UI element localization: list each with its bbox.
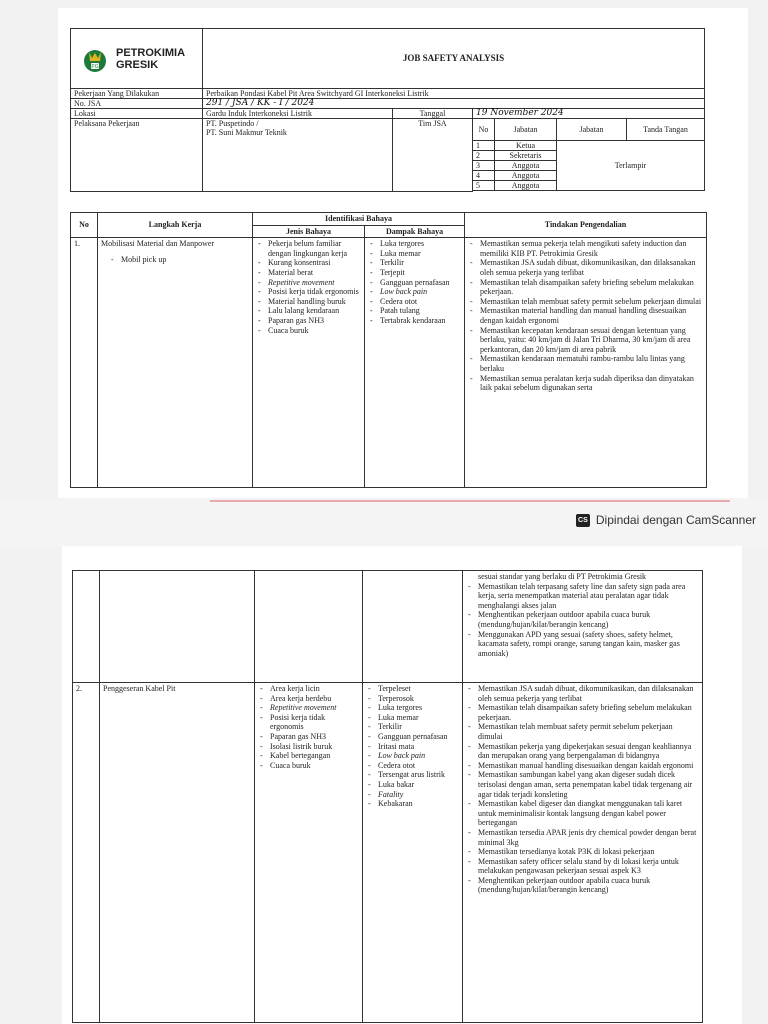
pekerjaan-value: Perbaikan Pondasi Kabel Pit Area Switchyard GI Interkoneksi Listrik	[203, 89, 705, 99]
control-action-item: - Menghentikan pekerjaan outdoor apabila cuaca buruk (mendung/hujan/kilat/berangin kencang)	[466, 876, 699, 895]
row-1-tindakan	[465, 238, 707, 488]
row-1-continued-first: sesuai standar yang berlaku di PT Petrokimia Gresik	[478, 572, 647, 581]
nojsa-value: 291 / JSA / KK - I / 2024	[203, 99, 705, 109]
hazard-impact-item: - Terkilir	[368, 258, 461, 268]
pelaksana-label: Pelaksana Pekerjaan	[71, 119, 203, 192]
control-action-item: - Memastikan kendaraan mematuhi rambu-rambu lalu lintas yang berlaku	[468, 354, 703, 373]
hazard-impact-item: - Tertabrak kendaraan	[368, 316, 461, 326]
control-action-item: - Menghentikan pekerjaan outdoor apabila cuaca buruk (mendung/hujan/kilat/berangin kencang)	[466, 610, 699, 629]
svg-text:PG: PG	[91, 63, 99, 70]
row-2-jenis	[255, 683, 363, 1023]
camscanner-logo-icon: CS	[576, 514, 590, 527]
hazard-type-item: - Cuaca buruk	[258, 761, 359, 771]
row-2-tindakan	[463, 683, 703, 1023]
hazard-impact-item: - Patah tulang	[368, 306, 461, 316]
logo-line-1: PETROKIMIA	[116, 46, 186, 59]
control-action-item: - Memastikan kabel digeser dan diangkat menggunakan tali karet untuk meminimalisir kontak langsung dengan kabel power bertegangan	[466, 799, 699, 828]
team-no-header: No	[473, 119, 495, 141]
lokasi-value: Gardu Induk Interkoneksi Listrik	[203, 109, 393, 119]
control-action-item: - Memastikan manual handling disesuaikan dengan kaidah ergonomi	[466, 761, 699, 771]
camscanner-text: Dipindai dengan CamScanner	[595, 513, 756, 527]
control-action-item: - Memastikan material handling dan manual handling disesuaikan dengan kaidah ergonomi	[468, 306, 703, 325]
row-1-step-sub: - Mobil pick up	[109, 255, 249, 265]
tim-jsa-label: Tim JSA	[393, 119, 473, 192]
hazard-impact-item: - Luka memar	[366, 713, 459, 723]
tanggal-label: Tanggal	[393, 109, 473, 119]
col-identifikasi-header: Identifikasi Bahaya	[253, 213, 465, 226]
hazard-type-item: - Posisi kerja tidak ergonomis	[256, 287, 361, 297]
control-action-item: - Memastikan telah terpasang safety line dan safety sign pada area kerja, serta menempatkan material atau peralatan agar tidak menghalangi akses jalan	[466, 582, 699, 611]
hazard-impact-item: - Gangguan pernafasan	[368, 278, 461, 288]
control-action-item: - Memastikan tersedianya kotak P3K di lokasi pekerjaan	[466, 847, 699, 857]
control-action-item: - Memastikan telah membuat safety permit sebelum pekerjaan dimulai	[466, 722, 699, 741]
col-tindakan-header: Tindakan Pengendalian	[465, 213, 707, 238]
hazard-impact-item: - Terjepit	[368, 268, 461, 278]
hazard-type-item: - Cuaca buruk	[256, 326, 361, 336]
row-1-step-title: Mobilisasi Material dan Manpower	[101, 239, 215, 249]
col-langkah-header: Langkah Kerja	[98, 213, 253, 238]
hazard-type-item: - Material berat	[256, 268, 361, 278]
doc-title: JOB SAFETY ANALYSIS	[203, 29, 705, 89]
control-action-item: - Memastikan telah disampaikan safety briefing sebelum melakukan pekerjaan.	[466, 703, 699, 722]
team-jabatan: Anggota	[495, 181, 557, 191]
team-jabatan: Anggota	[495, 171, 557, 181]
hazard-table-page-1	[70, 212, 707, 488]
hazard-impact-item: - Luka memar	[368, 249, 461, 259]
hazard-type-item: - Area kerja berdebu	[258, 694, 359, 704]
scan-page-2	[62, 546, 742, 1024]
hazard-type-item: - Kurang konsentrasi	[256, 258, 361, 268]
hazard-type-item: - Material handling buruk	[256, 297, 361, 307]
lokasi-label: Lokasi	[71, 109, 203, 119]
hazard-impact-item: - Terkilir	[366, 722, 459, 732]
team-no: 3	[473, 161, 495, 171]
team-no: 4	[473, 171, 495, 181]
hazard-impact-item: - Luka tergores	[366, 703, 459, 713]
team-jabatan-header: Jabatan	[495, 119, 557, 141]
hazard-impact-item: - Fatality	[366, 790, 459, 800]
petrokimia-logo	[74, 44, 199, 74]
pelaksana-line-2: PT. Suni Makmur Teknik	[206, 128, 287, 137]
jsa-header-table	[70, 28, 705, 192]
logo-line-2: GRESIK	[116, 58, 159, 71]
hazard-type-item: - Lalu lalang kendaraan	[256, 306, 361, 316]
hazard-impact-item: - Gangguan pernafasan	[366, 732, 459, 742]
control-action-item: - Memastikan tersedia APAR jenis dry chemical powder dengan berat minimal 3kg	[466, 828, 699, 847]
hazard-impact-item: - Iritasi mata	[366, 742, 459, 752]
hazard-type-item: - Repetitive movement	[256, 278, 361, 288]
row-1-jenis	[253, 238, 365, 488]
control-action-item: - Memastikan JSA sudah dibuat, dikomunikasikan, dan dilaksanakan oleh semua pekerja yang terlibat	[466, 684, 699, 703]
hazard-impact-item: - Kebakaran	[366, 799, 459, 809]
col-jenis-header: Jenis Bahaya	[253, 225, 365, 238]
hazard-type-item: - Posisi kerja tidak ergonomis	[258, 713, 359, 732]
control-action-item: - Memastikan pekerja yang dipekerjakan sesuai dengan keahliannya dan merupakan orang yang berpengalaman di bidangnya	[466, 742, 699, 761]
team-ttd-header: Tanda Tangan	[627, 119, 705, 141]
row-1-tindakan-continued	[463, 571, 703, 683]
col-dampak-header: Dampak Bahaya	[365, 225, 465, 238]
hazard-table-page-2	[72, 570, 703, 1023]
hazard-type-item: - Paparan gas NH3	[256, 316, 361, 326]
row-2-no: 2.	[73, 683, 100, 1023]
team-jabatan: Anggota	[495, 161, 557, 171]
control-action-item: - Memastikan semua peralatan kerja sudah diperiksa dan dinyatakan laik pakai sebelum digunakan serta	[468, 374, 703, 393]
tanggal-value: 19 November 2024	[473, 109, 705, 119]
hazard-impact-item: - Low back pain	[368, 287, 461, 297]
petrokimia-emblem-icon	[80, 44, 110, 74]
row-1-dampak	[365, 238, 465, 488]
terlampir-cell: Terlampir	[557, 141, 705, 191]
control-action-item: - Memastikan JSA sudah dibuat, dikomunikasikan, dan dilaksanakan oleh semua pekerja yang terlibat	[468, 258, 703, 277]
page-edge-line	[210, 500, 730, 502]
control-action-item: - Menggunakan APD yang sesuai (safety shoes, safety helmet, kacamata safety, rompi orange, sarung tangan kain, masker gas amoniak)	[466, 630, 699, 659]
row-2-step: Penggeseran Kabel Pit	[100, 683, 255, 1023]
control-action-item: - Memastikan telah disampaikan safety briefing sebelum melakukan pekerjaan.	[468, 278, 703, 297]
team-no: 1	[473, 141, 495, 151]
row-2-dampak	[363, 683, 463, 1023]
control-action-item: - Memastikan safety officer selalu stand by di lokasi kerja untuk melakukan pengawasan pekerjaan sesuai aspek K3	[466, 857, 699, 876]
control-action-item: - Memastikan kecepatan kendaraan sesuai dengan ketentuan yang berlaku, yaitu: 40 km/jam di Jalan Tri Dharma, 30 km/jam di area perkantoran, dan 20 km/jam di area pabrik	[468, 326, 703, 355]
team-jabatan: Sekretaris	[495, 151, 557, 161]
row-1-step	[98, 238, 253, 488]
hazard-impact-item: - Low back pain	[366, 751, 459, 761]
team-no: 2	[473, 151, 495, 161]
pekerjaan-label: Pekerjaan Yang Dilakukan	[71, 89, 203, 99]
hazard-impact-item: - Terpeleset	[366, 684, 459, 694]
hazard-impact-item: - Terperosok	[366, 694, 459, 704]
pelaksana-value	[203, 119, 393, 192]
nojsa-label: No. JSA	[71, 99, 203, 109]
control-action-item: - Memastikan semua pekerja telah mengikuti safety induction dan memiliki KIB PT. Petrokimia Gresik	[468, 239, 703, 258]
col-no-header: No	[71, 213, 98, 238]
hazard-impact-item: - Cedera otot	[366, 761, 459, 771]
hazard-type-item: - Repetitive movement	[258, 703, 359, 713]
hazard-impact-item: - Luka tergores	[368, 239, 461, 249]
hazard-type-item: - Paparan gas NH3	[258, 732, 359, 742]
pelaksana-line-1: PT. Puspetindo /	[206, 119, 259, 128]
team-no: 5	[473, 181, 495, 191]
hazard-type-item: - Area kerja licin	[258, 684, 359, 694]
row-1-no: 1.	[71, 238, 98, 488]
logo-cell	[71, 29, 203, 89]
camscanner-watermark	[576, 513, 756, 527]
hazard-type-item: - Pekerja belum familiar dengan lingkungan kerja	[256, 239, 361, 258]
hazard-type-item: - Isolasi listrik buruk	[258, 742, 359, 752]
hazard-impact-item: - Tersengat arus listrik	[366, 770, 459, 780]
scan-page-1	[58, 8, 748, 498]
hazard-impact-item: - Luka bakar	[366, 780, 459, 790]
team-jabatan-header-2: Jabatan	[557, 119, 627, 141]
control-action-item: - Memastikan sambungan kabel yang akan digeser sudah dicek terisolasi dengan aman, serta penempatan kabel tidak tergenang air agar tidak terjadi konsleting	[466, 770, 699, 799]
control-action-item: - Memastikan telah membuat safety permit sebelum pekerjaan dimulai	[468, 297, 703, 307]
hazard-impact-item: - Cedera otot	[368, 297, 461, 307]
hazard-type-item: - Kabel bertegangan	[258, 751, 359, 761]
team-jabatan: Ketua	[495, 141, 557, 151]
